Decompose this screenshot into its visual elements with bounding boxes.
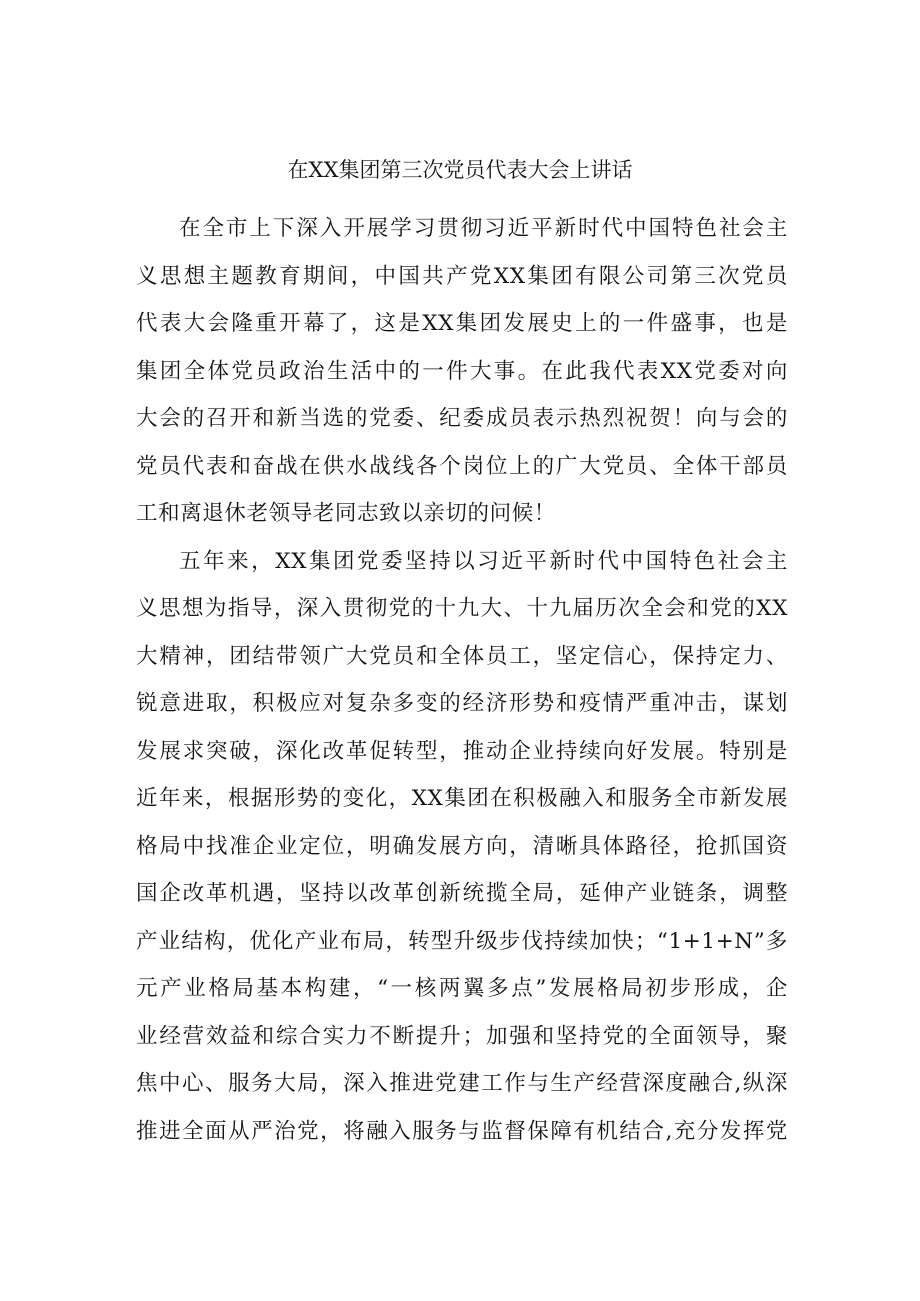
text-line: 代表大会隆重开幕了，这是XX集团发展史上的一件盛事，也是 xyxy=(136,311,788,336)
text-line: 锐意进取，积极应对复杂多变的经济形势和疫情严重冲击，谋划 xyxy=(136,691,788,716)
text-line: 推进全面从严治党，将融入服务与监督保障有机结合,充分发挥党 xyxy=(136,1118,788,1144)
document-body xyxy=(136,205,788,1155)
text-line: 义思想为指导，深入贯彻党的十九大、十九届历次全会和党的XX xyxy=(136,596,788,621)
text-line: 五年来，XX集团党委坚持以习近平新时代中国特色社会主 xyxy=(179,548,788,574)
text-line: 国企改革机遇，坚持以改革创新统揽全局，延伸产业链条，调整 xyxy=(136,881,788,906)
text-line: 焦中心、服务大局，深入推进党建工作与生产经营深度融合,纵深 xyxy=(136,1071,788,1096)
document-title: 在XX集团第三次党员代表大会上讲话 xyxy=(287,158,633,182)
text-line: 元产业格局基本构建，“一核两翼多点”发展格局初步形成，企 xyxy=(136,976,788,1001)
text-line: 在全市上下深入开展学习贯彻习近平新时代中国特色社会主 xyxy=(179,216,788,241)
text-line: 大精神，团结带领广大党员和全体员工，坚定信心，保持定力、 xyxy=(136,643,788,669)
text-line: 产业结构，优化产业布局，转型升级步伐持续加快；“1+1+N”多 xyxy=(136,928,788,954)
text-line: 义思想主题教育期间，中国共产党XX集团有限公司第三次党员 xyxy=(136,263,788,289)
text-line: 格局中找准企业定位，明确发展方向，清晰具体路径，抢抓国资 xyxy=(136,833,788,859)
text-line: 业经营效益和综合实力不断提升；加强和坚持党的全面领导，聚 xyxy=(136,1023,788,1049)
paragraph-2 xyxy=(136,538,788,1156)
text-line: 集团全体党员政治生活中的一件大事。在此我代表XX党委对向 xyxy=(136,358,788,384)
paragraph-1 xyxy=(136,205,788,538)
text-line: 党员代表和奋战在供水战线各个岗位上的广大党员、全体干部员 xyxy=(136,453,788,479)
text-line: 大会的召开和新当选的党委、纪委成员表示热烈祝贺！向与会的 xyxy=(136,406,788,431)
text-line: 近年来，根据形势的变化，XX集团在积极融入和服务全市新发展 xyxy=(136,786,788,811)
text-line: 工和离退休老领导老同志致以亲切的问候！ xyxy=(136,501,556,526)
text-line: 发展求突破，深化改革促转型，推动企业持续向好发展。特别是 xyxy=(136,738,788,764)
